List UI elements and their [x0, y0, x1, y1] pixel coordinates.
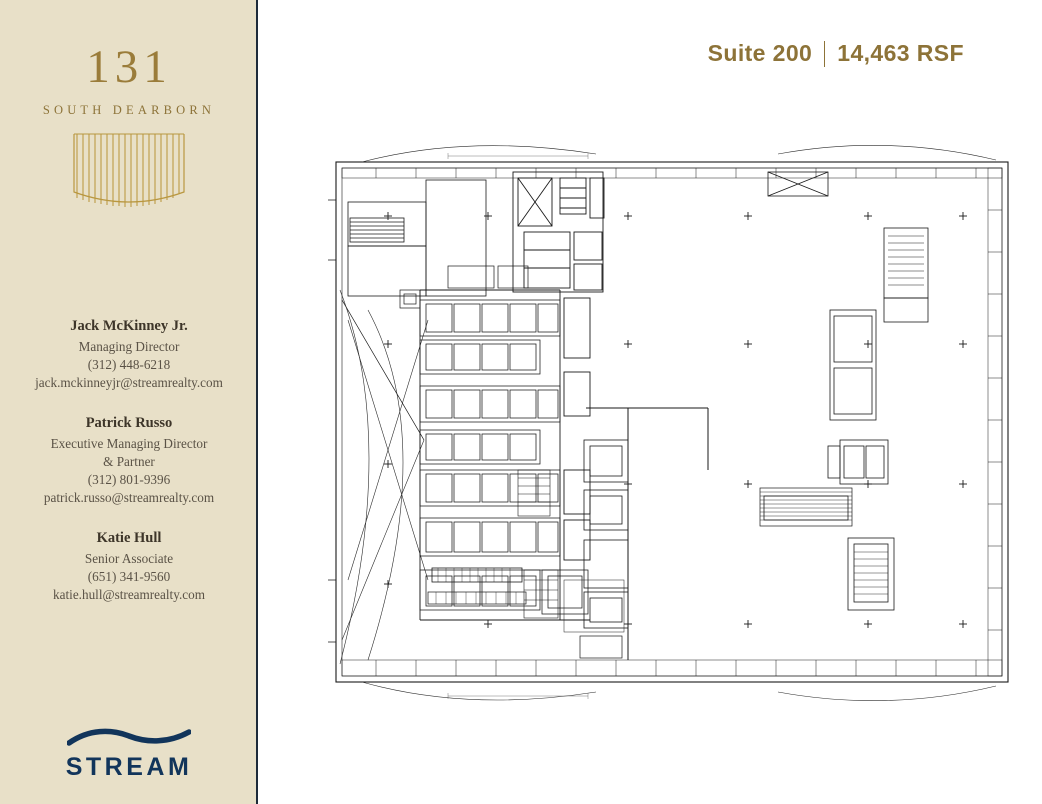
contact-email[interactable]: jack.mckinneyjr@streamrealty.com — [35, 375, 223, 391]
stream-wave-icon — [67, 727, 191, 749]
contact-phone[interactable]: (651) 341-9560 — [87, 568, 171, 584]
building-fan-mark-icon — [71, 132, 187, 208]
stream-brand-logo — [0, 727, 258, 782]
contact-title: Senior Associate — [84, 550, 174, 566]
building-logo — [0, 41, 258, 208]
sidebar — [0, 0, 258, 804]
rsf-label: 14,463 RSF — [837, 40, 964, 66]
logo-subtitle: SOUTH DEARBORN — [42, 103, 216, 117]
contact-phone[interactable]: (312) 801-9396 — [87, 472, 171, 488]
header-divider — [824, 41, 825, 67]
contact-name: Patrick Russo — [85, 414, 173, 431]
suite-200-floorplan — [328, 140, 1028, 720]
contact-title: Managing Director — [78, 339, 180, 354]
contact-email[interactable]: katie.hull@streamrealty.com — [53, 586, 205, 602]
contact-name: Jack McKinney Jr. — [70, 318, 188, 334]
floorplan-drawing — [328, 140, 1028, 720]
stream-wordmark: STREAM — [65, 753, 193, 781]
suite-label: Suite 200 — [707, 40, 813, 66]
contact-list — [0, 318, 258, 626]
main-content — [258, 0, 1042, 804]
contact-card — [0, 530, 258, 605]
contact-title-second-line: & Partner — [103, 453, 155, 469]
contact-card — [0, 415, 258, 508]
contact-title: Executive Managing Director — [50, 435, 208, 451]
contact-name: Katie Hull — [96, 529, 162, 546]
contact-phone[interactable]: (312) 448-6218 — [87, 357, 171, 373]
contact-card — [0, 318, 258, 393]
logo-number: 131 — [86, 41, 172, 93]
suite-header — [708, 40, 964, 67]
contact-email[interactable]: patrick.russo@streamrealty.com — [43, 490, 215, 506]
